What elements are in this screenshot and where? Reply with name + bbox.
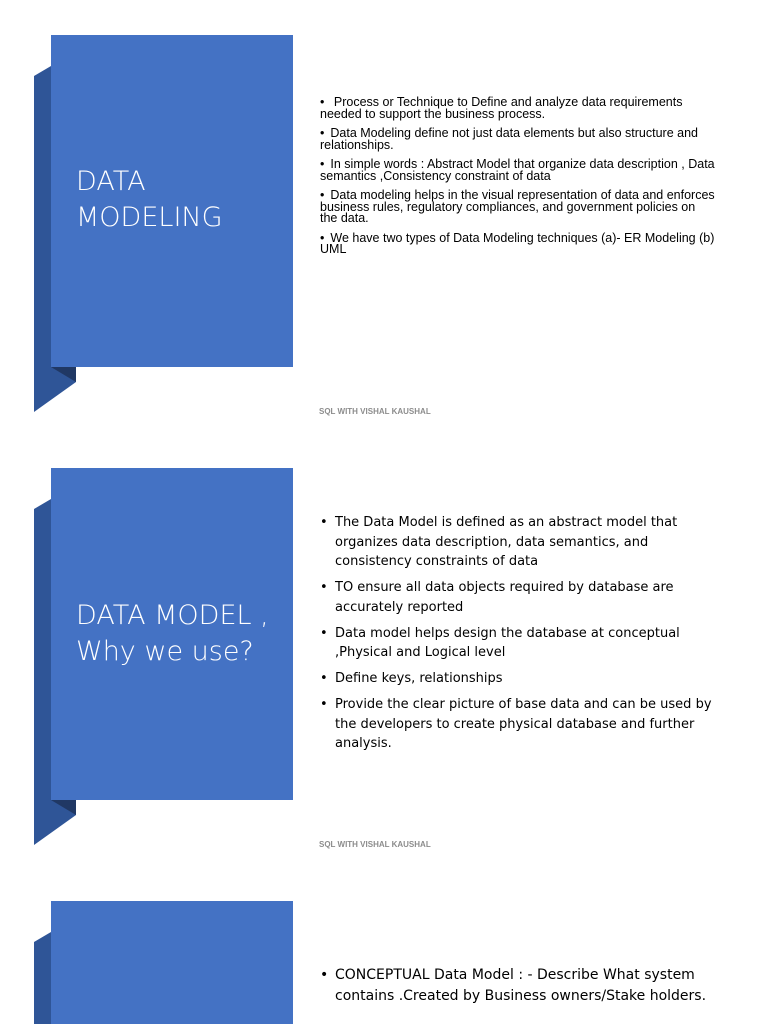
slide-footer: SQL WITH VISHAL KAUSHAL xyxy=(319,840,431,849)
slide-title: DATA MODEL , Why we use? xyxy=(76,600,269,667)
bullet-text: In simple words : Abstract Model that organize data description , Data semantics ,Consistency constraint of data xyxy=(320,157,715,183)
bullet-icon: • xyxy=(320,230,325,245)
bullet-text: Provide the clear picture of base data and can be used by the developers to create physical database and further analysis. xyxy=(335,697,712,751)
slide-data-modeling xyxy=(0,0,768,433)
bullet-list xyxy=(320,513,715,760)
bullet-icon: • xyxy=(320,188,325,202)
slide-footer: SQL WITH VISHAL KAUSHAL xyxy=(319,407,431,416)
bullet-item xyxy=(320,513,715,572)
bullet-item xyxy=(320,695,715,754)
bullet-list xyxy=(320,965,715,1007)
bullet-text: Process or Technique to Define and analyze data requirements needed to support the business process. xyxy=(320,95,683,121)
bullet-text: Data Modeling define not just data elements but also structure and relationships. xyxy=(320,126,698,152)
bullet-item xyxy=(320,624,715,663)
bullet-item xyxy=(320,578,715,617)
slide-data-model-why xyxy=(0,433,768,866)
bullet-item xyxy=(320,97,715,120)
bullet-icon: • xyxy=(320,515,328,530)
bullet-item xyxy=(320,190,715,225)
bullet-text: Data modeling helps in the visual representation of data and enforces business rules, regulatory compliances, and government policies on the data. xyxy=(320,188,715,225)
bullet-item xyxy=(320,965,715,1007)
bullet-text: TO ensure all data objects required by database are accurately reported xyxy=(335,580,674,615)
bullet-item xyxy=(320,230,715,256)
bullet-item xyxy=(320,159,715,182)
bullet-icon: • xyxy=(320,625,328,641)
bullet-text: We have two types of Data Modeling techniques (a)- ER Modeling (b) UML xyxy=(320,230,715,256)
title-box xyxy=(51,901,293,1024)
bullet-item xyxy=(320,669,715,689)
bullet-icon: • xyxy=(320,157,325,171)
bullet-item xyxy=(320,128,715,151)
slide-title: DATA MODELING xyxy=(76,166,223,233)
bullet-text: Data model helps design the database at conceptual ,Physical and Logical level xyxy=(335,625,680,660)
bullet-icon: • xyxy=(320,580,328,595)
bullet-icon: • xyxy=(320,697,328,712)
bullet-icon: • xyxy=(320,126,325,140)
slide-conceptual-model xyxy=(0,866,768,1024)
bullet-icon: • xyxy=(320,671,328,686)
bullet-icon: • xyxy=(320,967,329,983)
bullet-text: The Data Model is defined as an abstract model that organizes data description, data semantics, and consistency constraints of data xyxy=(335,515,678,569)
bullet-list xyxy=(320,97,715,264)
bullet-icon: • xyxy=(320,95,325,109)
bullet-text: Define keys, relationships xyxy=(335,671,503,686)
bullet-text: CONCEPTUAL Data Model : - Describe What system contains .Created by Business owners/Stake holders. xyxy=(335,967,707,1004)
